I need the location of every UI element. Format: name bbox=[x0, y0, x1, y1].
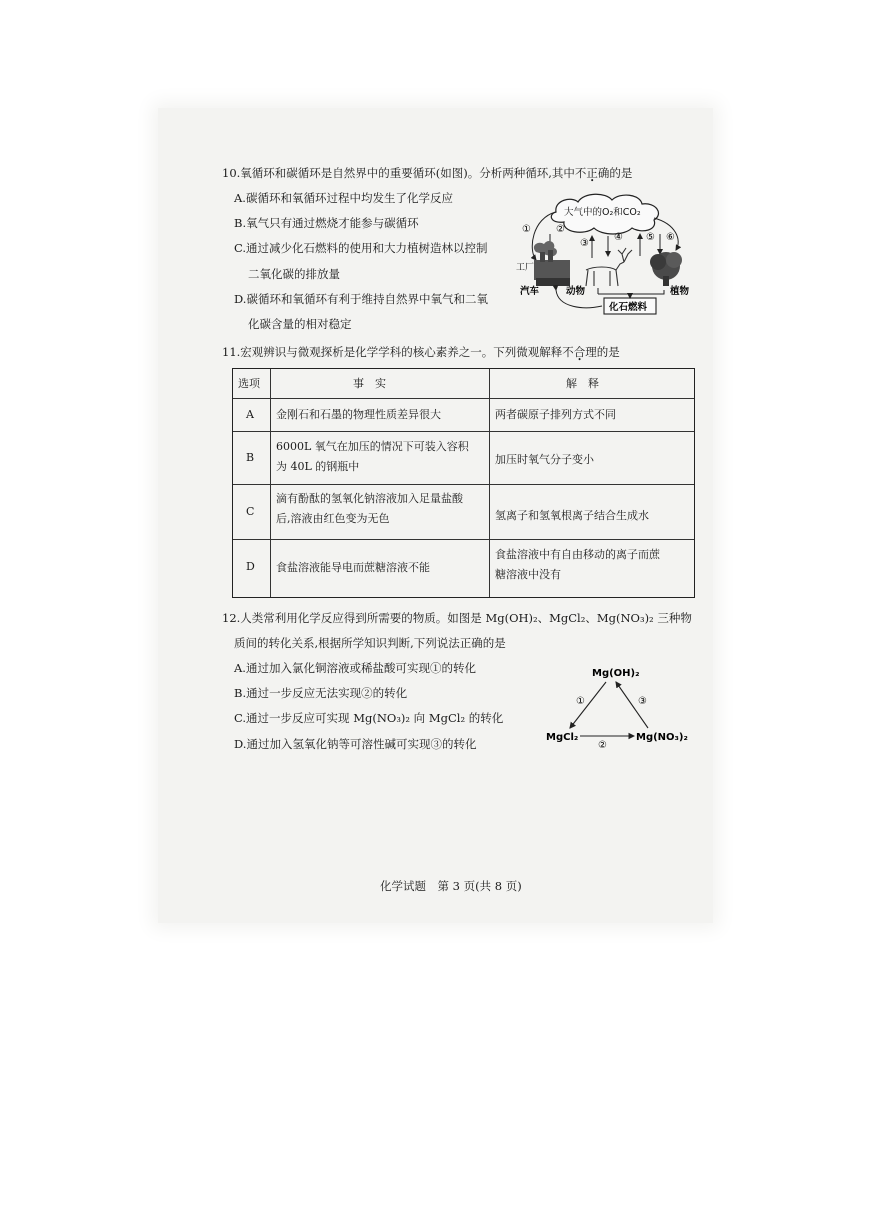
node-mgcl2: MgCl₂ bbox=[546, 732, 579, 743]
q10-option-d-cont: 化碳含量的相对稳定 bbox=[248, 317, 352, 331]
factory-icon bbox=[534, 241, 570, 286]
row-a-fact: 金刚石和石墨的物理性质差异很大 bbox=[276, 408, 441, 421]
factory-label: 工厂 bbox=[516, 263, 535, 273]
deer-icon bbox=[586, 248, 632, 286]
row-d-explanation-2: 糖溶液中没有 bbox=[495, 568, 561, 581]
node-mgno32: Mg(NO₃)₂ bbox=[636, 732, 688, 743]
mark-2: ② bbox=[556, 224, 565, 235]
q10-option-b: B.氧气只有通过燃烧才能参与碳循环 bbox=[234, 216, 419, 230]
fossil-label: 化石燃料 bbox=[609, 302, 648, 313]
q11-stem: 11.宏观辨识与微观探析是化学学科的核心素养之一。下列微观解释不合理的是 bbox=[222, 345, 620, 359]
row-a-option: A bbox=[246, 408, 254, 421]
q12-option-d: D.通过加入氢氧化钠等可溶性碱可实现③的转化 bbox=[234, 737, 477, 751]
row-d-explanation-1: 食盐溶液中有自由移动的离子而蔗 bbox=[495, 548, 660, 561]
car-label: 汽车 bbox=[520, 286, 540, 297]
header-explanation: 解 释 bbox=[566, 377, 599, 390]
tree-icon bbox=[650, 252, 682, 286]
q12-stem-line1: 12.人类常利用化学反应得到所需要的物质。如图是 Mg(OH)₂、MgCl₂、Mg(NO₃)₂ 三种物 bbox=[222, 611, 692, 625]
page-footer: 化学试题 第 3 页(共 8 页) bbox=[380, 879, 522, 893]
q10-stem: 10.氧循环和碳循环是自然界中的重要循环(如图)。分析两种循环,其中不正确的是 bbox=[222, 166, 633, 180]
row-c-fact-1: 滴有酚酞的氢氧化钠溶液加入足量盐酸 bbox=[276, 492, 463, 505]
plant-label: 植物 bbox=[670, 286, 690, 297]
row-a-explanation: 两者碳原子排列方式不同 bbox=[495, 408, 616, 421]
arrow-label-1: ① bbox=[576, 696, 585, 707]
q11-table bbox=[232, 368, 695, 598]
header-option: 选项 bbox=[238, 377, 260, 390]
node-mgoh2: Mg(OH)₂ bbox=[592, 668, 640, 679]
row-c-explanation: 氢离子和氢氧根离子结合生成水 bbox=[495, 509, 649, 522]
mark-6: ⑥ bbox=[666, 232, 675, 243]
conversion-diagram bbox=[540, 664, 700, 750]
mark-3: ③ bbox=[580, 238, 589, 249]
mark-4: ④ bbox=[614, 232, 623, 243]
q10-option-d: D.碳循环和氧循环有利于维持自然界中氧气和二氧 bbox=[234, 292, 488, 306]
q10-option-a: A.碳循环和氧循环过程中均发生了化学反应 bbox=[234, 191, 453, 205]
row-b-option: B bbox=[246, 451, 255, 464]
row-b-fact-1: 6000L 氧气在加压的情况下可装入容积 bbox=[276, 440, 469, 453]
mark-1: ① bbox=[522, 224, 531, 235]
mark-5: ⑤ bbox=[646, 232, 655, 243]
row-d-option: D bbox=[246, 560, 255, 573]
q12-stem-line2: 质间的转化关系,根据所学知识判断,下列说法正确的是 bbox=[234, 636, 506, 650]
arrow-label-3: ③ bbox=[638, 696, 647, 707]
arrow-label-2: ② bbox=[598, 740, 607, 750]
animal-label: 动物 bbox=[566, 286, 586, 297]
q11-emphasis: 不合理 bbox=[562, 345, 597, 359]
row-b-explanation: 加压时氧气分子变小 bbox=[495, 453, 594, 466]
q12-option-a: A.通过加入氯化铜溶液或稀盐酸可实现①的转化 bbox=[234, 661, 476, 675]
q12-option-c: C.通过一步反应可实现 Mg(NO₃)₂ 向 MgCl₂ 的转化 bbox=[234, 711, 504, 725]
cycle-diagram bbox=[514, 190, 698, 322]
header-fact: 事 实 bbox=[353, 377, 386, 390]
q10-option-c-cont: 二氧化碳的排放量 bbox=[248, 267, 340, 281]
row-d-fact: 食盐溶液能导电而蔗糖溶液不能 bbox=[276, 561, 430, 574]
q10-emphasis: 不正确 bbox=[574, 166, 610, 180]
row-c-option: C bbox=[246, 505, 255, 518]
q12-option-b: B.通过一步反应无法实现②的转化 bbox=[234, 686, 408, 700]
q10-option-c: C.通过减少化石燃料的使用和大力植树造林以控制 bbox=[234, 241, 488, 255]
row-c-fact-2: 后,溶液由红色变为无色 bbox=[276, 512, 390, 525]
atmosphere-label: 大气中的O₂和CO₂ bbox=[564, 207, 641, 218]
row-b-fact-2: 为 40L 的钢瓶中 bbox=[276, 460, 360, 473]
